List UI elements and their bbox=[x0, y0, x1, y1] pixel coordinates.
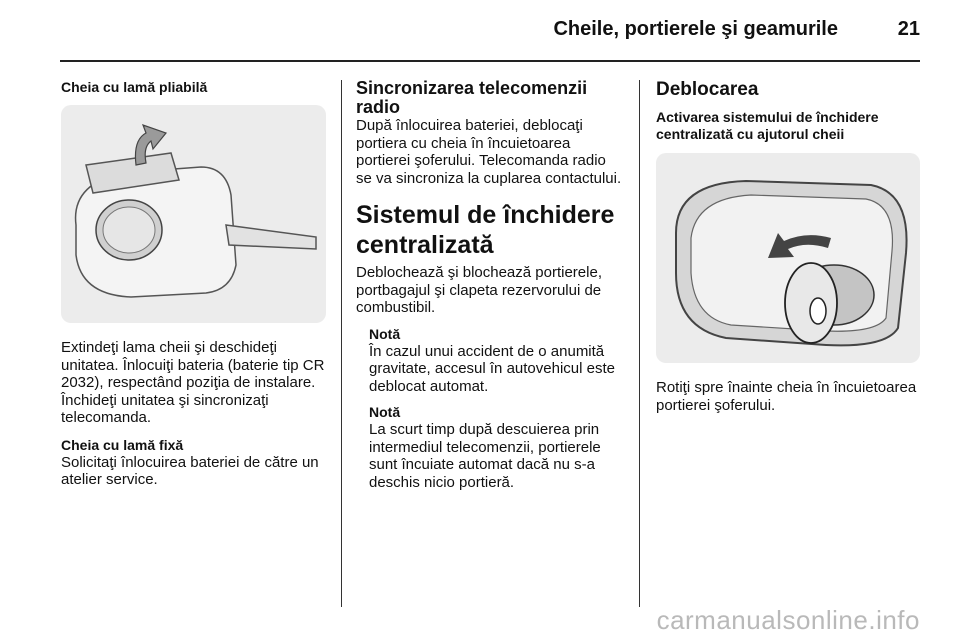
paragraph: Extindeţi lama cheii şi deschideţi unitatea. Înlocuiţi bateria (baterie tip CR 2032), respectând poziţia de instalare. Închideţi unitatea şi sincronizaţi telecomanda. bbox=[61, 339, 325, 426]
note-block bbox=[356, 326, 624, 396]
paragraph: Deblochează şi blochează portierele, portbagajul şi clapeta rezervorului de combustibil. bbox=[356, 264, 602, 316]
key-battery-illustration bbox=[61, 105, 326, 323]
header-rule bbox=[60, 60, 920, 62]
paragraph: Rotiţi spre înainte cheia în încuietoarea portierei şoferului. bbox=[656, 379, 917, 414]
page-header-title: Cheile, portierele şi geamurile bbox=[553, 18, 838, 40]
note-text: În cazul unui accident de o anumită gravitate, accesul în autovehicul este deblocat automat. bbox=[369, 342, 615, 395]
section-title: Sistemul de închidere centralizată bbox=[356, 201, 615, 259]
column-1 bbox=[61, 79, 326, 489]
column-divider bbox=[341, 80, 342, 607]
door-lock-illustration bbox=[656, 153, 920, 363]
note-label: Notă bbox=[369, 325, 401, 342]
note-text: La scurt timp după descuierea prin intermediul telecomenzii, portierele sunt încuiate automat dacă nu s-a deschis nicio portieră. bbox=[369, 421, 601, 491]
page-number: 21 bbox=[897, 18, 920, 40]
section-heading: Sincronizarea telecomenzii radio bbox=[356, 78, 588, 117]
column-2 bbox=[356, 79, 624, 491]
section-heading: Cheia cu lamă pliabilă bbox=[61, 79, 208, 95]
paragraph: După înlocuirea bateriei, deblocaţi portiera cu cheia în încuietoarea portierei şoferului. Telecomanda radio se va sincroniza la cuplarea contactului. bbox=[356, 117, 622, 187]
watermark: carmanualsonline.info bbox=[656, 605, 920, 635]
column-divider bbox=[639, 80, 640, 607]
subheading: Activarea sistemului de închidere centralizată cu ajutorul cheii bbox=[656, 109, 879, 142]
section-heading: Cheia cu lamă fixă bbox=[61, 436, 184, 453]
note-label: Notă bbox=[369, 404, 401, 420]
paragraph: Solicitaţi înlocuirea bateriei de către un atelier service. bbox=[61, 453, 319, 488]
column-3 bbox=[656, 79, 920, 414]
section-heading: Deblocarea bbox=[656, 79, 759, 100]
note-block bbox=[356, 404, 624, 491]
